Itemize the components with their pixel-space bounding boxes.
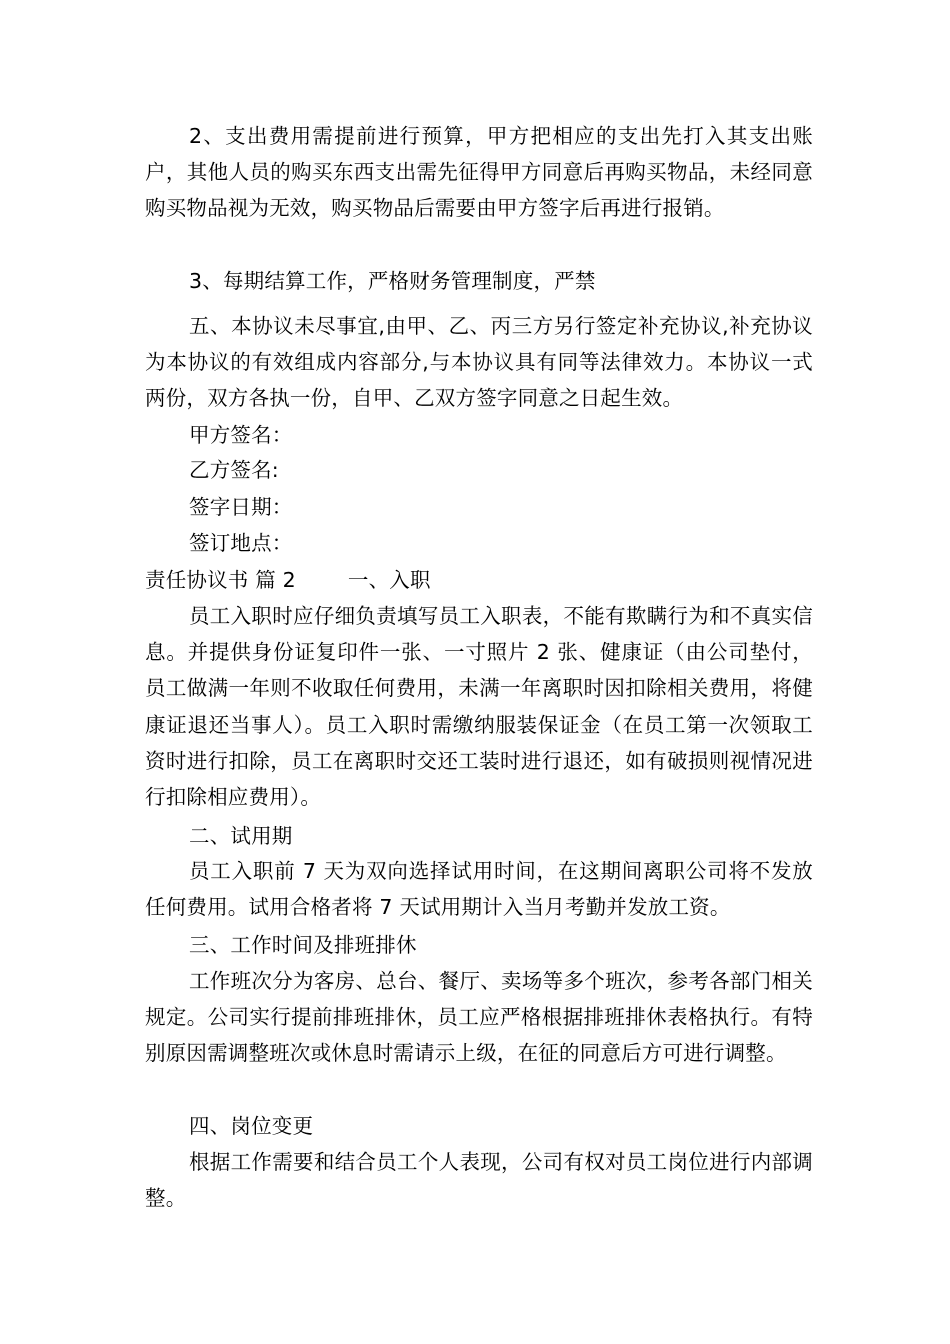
paragraph-probation: 员工入职前 7 天为双向选择试用时间，在这期间离职公司将不发放任何费用。试用合格者将 7 天试用期计入当月考勤并发放工资。	[145, 859, 813, 920]
section-title: 责任协议书 篇 2	[145, 568, 296, 592]
signature-location: 签订地点：	[189, 531, 293, 555]
heading-position-change: 四、岗位变更	[189, 1114, 314, 1138]
paragraph-position-change: 根据工作需要和结合员工个人表现，公司有权对员工岗位进行内部调整。	[145, 1150, 813, 1211]
paragraph-supplementary-agreement: 五、本协议未尽事宜,由甲、乙、丙三方另行签定补充协议,补充协议为本协议的有效组成内容部分,与本协议具有同等法律效力。本协议一式两份，双方各执一份，自甲、乙双方签字同意之日起生效。	[145, 314, 813, 411]
section-first-item: 一、入职	[347, 568, 431, 592]
paragraph-settlement: 3、每期结算工作，严格财务管理制度，严禁	[189, 269, 596, 293]
paragraph-onboarding: 员工入职时应仔细负责填写员工入职表，不能有欺瞒行为和不真实信息。并提供身份证复印件一张、一寸照片 2 张、健康证（由公司垫付，员工做满一年则不收取任何费用，未满一年离职时因扣除相关费用，将健康证退还当事人）。员工入职时需缴纳服装保证金（在员工第一次领取工资时进行扣除，员工在离职时交还工装时进行退还，如有破损则视情况进行扣除相应费用）。	[145, 604, 813, 810]
heading-probation: 二、试用期	[189, 824, 293, 848]
heading-work-hours: 三、工作时间及排班排休	[189, 933, 417, 957]
paragraph-work-hours: 工作班次分为客房、总台、餐厅、卖场等多个班次，参考各部门相关规定。公司实行提前排班排休，员工应严格根据排班排休表格执行。有特别原因需调整班次或休息时需请示上级，在征的同意后方可进行调整。	[145, 969, 813, 1066]
signature-party-b: 乙方签名:	[189, 458, 279, 482]
section-heading	[145, 562, 813, 598]
signature-date: 签字日期：	[189, 495, 293, 519]
paragraph-expense-budget: 2、支出费用需提前进行预算，甲方把相应的支出先打入其支出账户，其他人员的购买东西支出需先征得甲方同意后再购买物品，未经同意购买物品视为无效，购买物品后需要由甲方签字后再进行报销。	[145, 124, 813, 221]
signature-party-a: 甲方签名：	[189, 423, 293, 447]
